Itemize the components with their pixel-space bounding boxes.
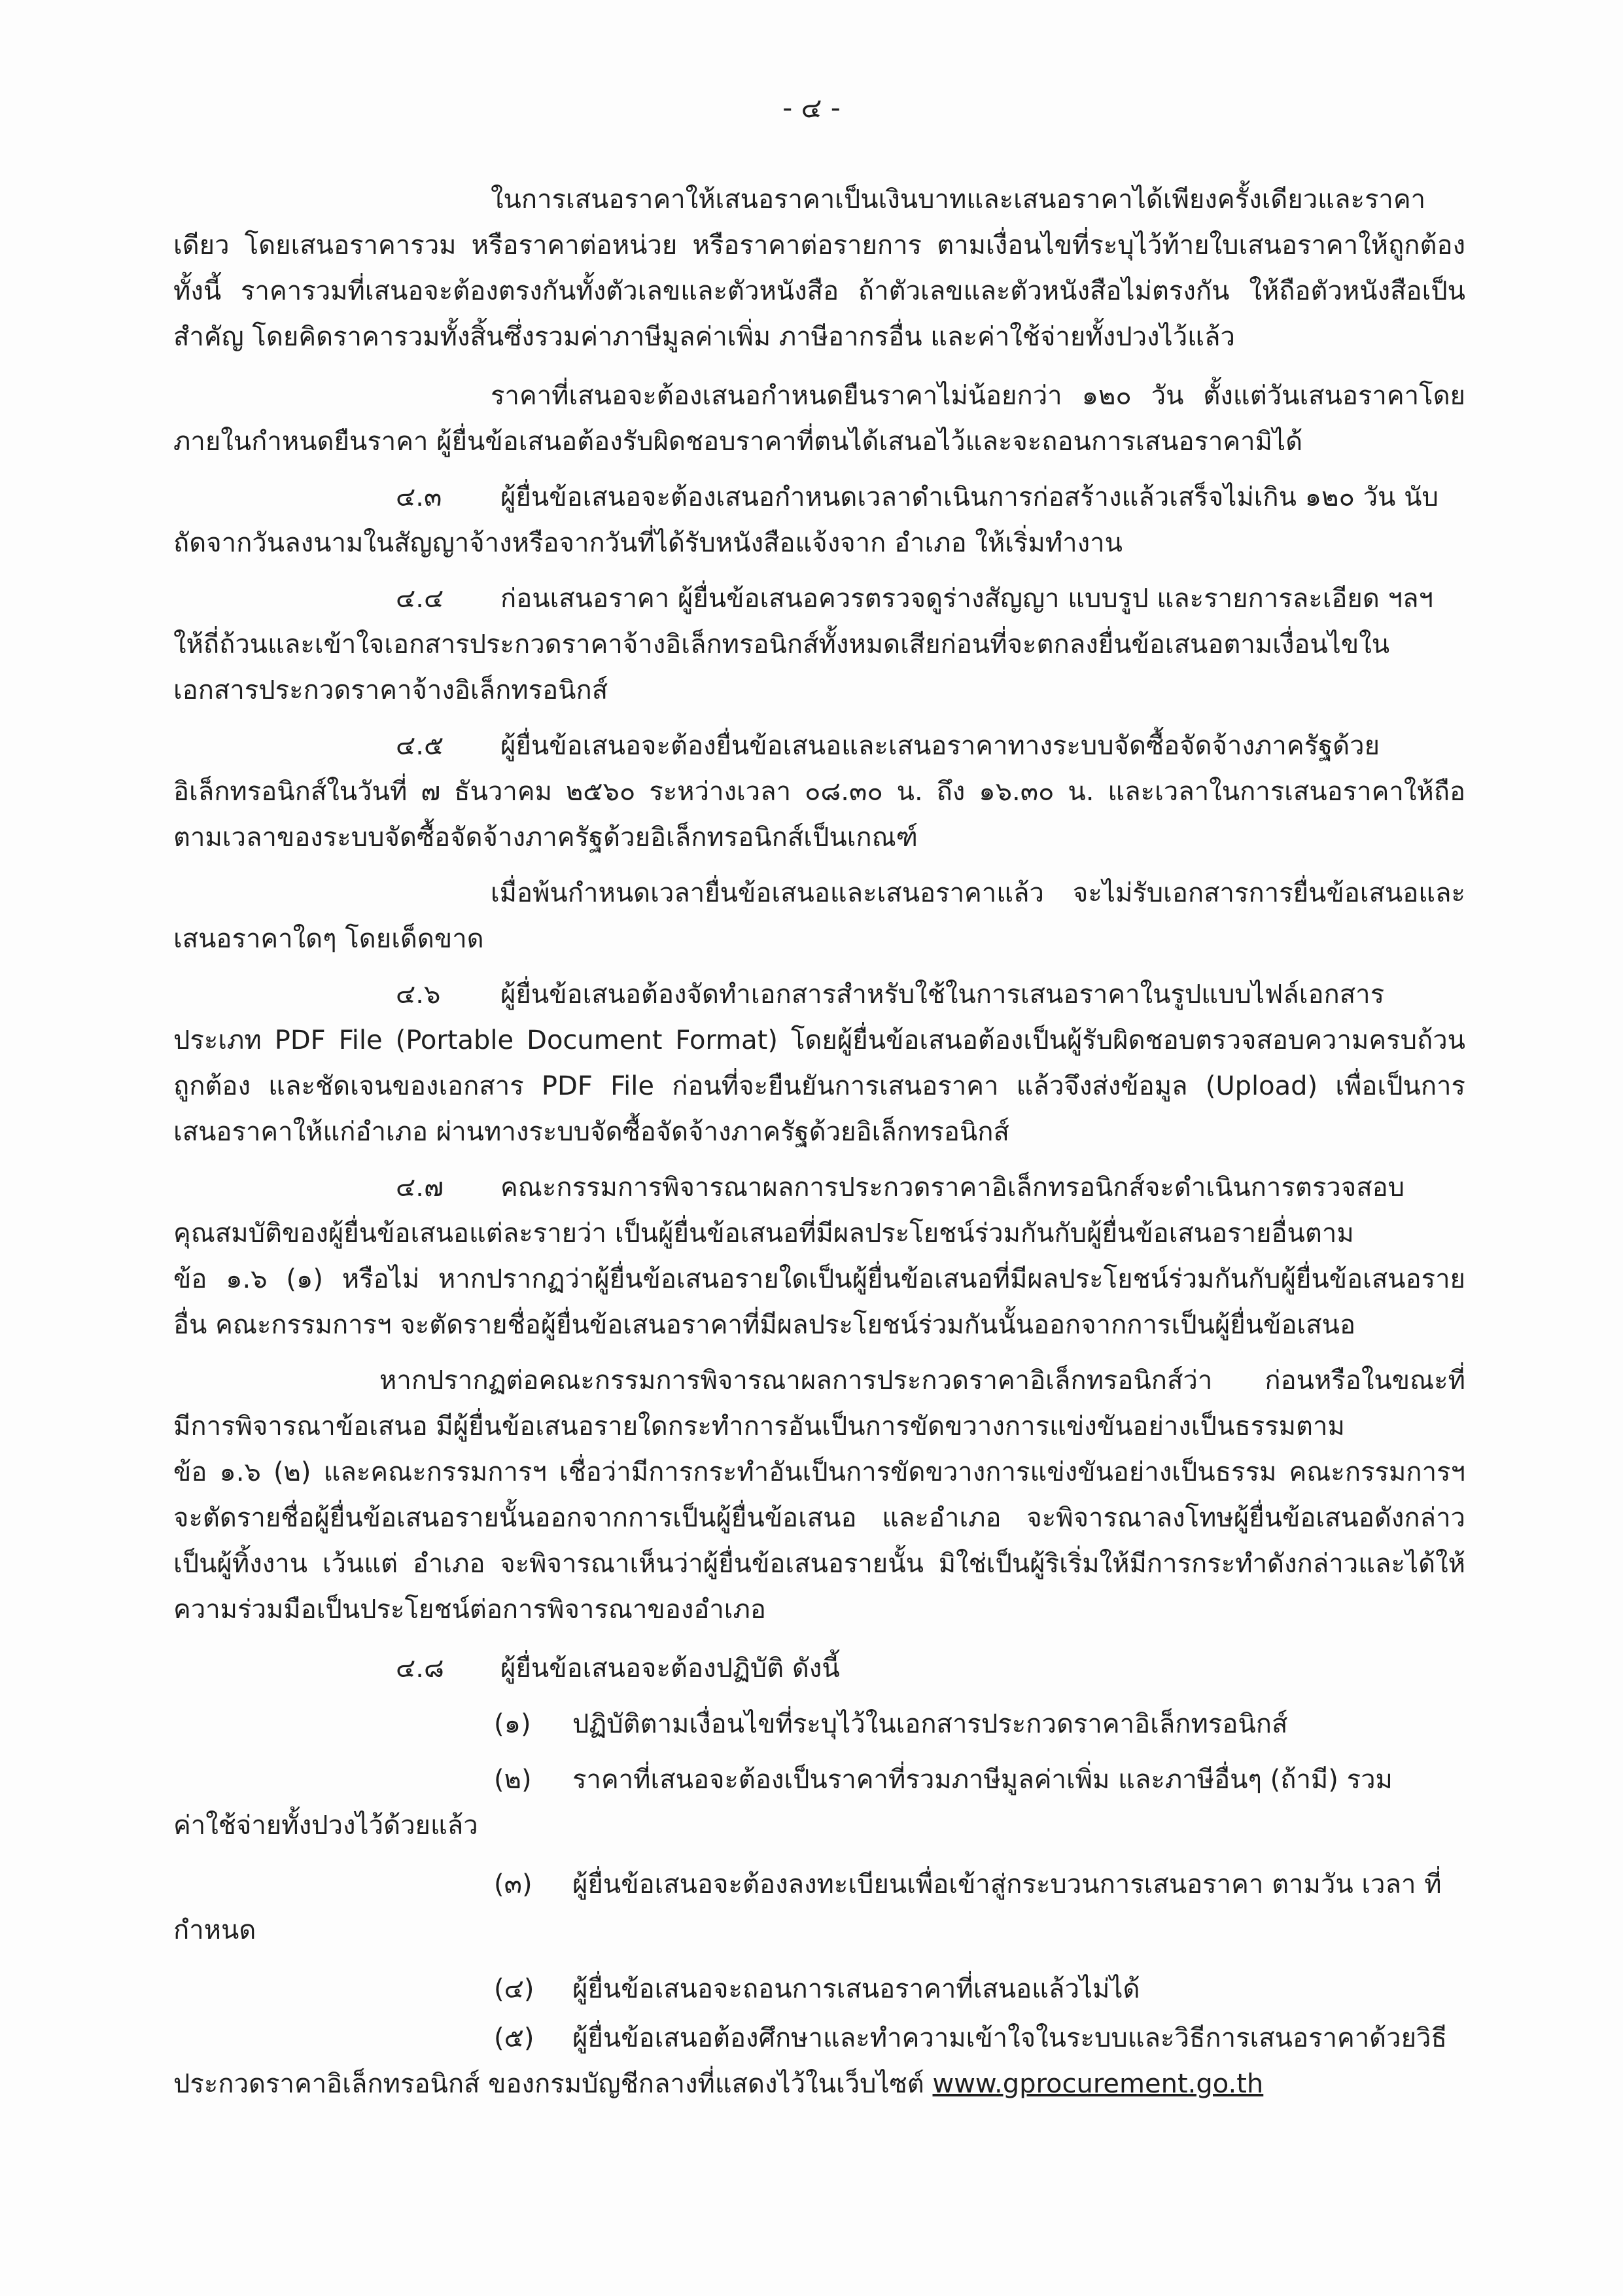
paragraph-line: เอกสารประกวดราคาจ้างอิเล็กทรอนิกส์ xyxy=(173,675,608,705)
clause-text: ผู้ยื่นข้อเสนอจะต้องปฏิบัติ ดังนี้ xyxy=(500,1653,840,1684)
paragraph-line: เดียว โดยเสนอราคารวม หรือราคาต่อหน่วย หรือราคาต่อรายการ ตามเงื่อนไขที่ระบุไว้ท้ายใบเสนอราคาให้ถูกต้อง xyxy=(173,230,1465,260)
clause-text: ก่อนเสนอราคา ผู้ยื่นข้อเสนอควรตรวจดูร่างสัญญา แบบรูป และรายการละเอียด ฯลฯ xyxy=(500,584,1433,614)
paragraph-line: หากปรากฏต่อคณะกรรมการพิจารณาผลการประกวดราคาอิเล็กทรอนิกส์ว่า ก่อนหรือในขณะที่ xyxy=(379,1366,1465,1396)
enum-item-5 xyxy=(494,2015,1469,2061)
page-number: - ๔ - xyxy=(782,92,841,124)
paragraph-text: ประกวดราคาอิเล็กทรอนิกส์ ของกรมบัญชีกลางที่แสดงไว้ในเว็บไซต์ xyxy=(173,2069,933,2099)
paragraph-line: กำหนด xyxy=(173,1915,256,1945)
clause-4-8 xyxy=(396,1646,1469,1691)
paragraph-line: เมื่อพ้นกำหนดเวลายื่นข้อเสนอและเสนอราคาแล้ว จะไม่รับเอกสารการยื่นข้อเสนอและ xyxy=(491,878,1465,908)
paragraph-line: ภายในกำหนดยืนราคา ผู้ยื่นข้อเสนอต้องรับผิดชอบราคาที่ตนได้เสนอไว้และจะถอนการเสนอราคามิได้ xyxy=(173,427,1303,457)
gprocurement-link[interactable]: www.gprocurement.go.th xyxy=(932,2069,1264,2099)
paragraph-line: ทั้งนี้ ราคารวมที่เสนอจะต้องตรงกันทั้งตัวเลขและตัวหนังสือ ถ้าตัวเลขและตัวหนังสือไม่ตรงกัน ให้ถือตัวหนังสือเป็น xyxy=(173,276,1465,306)
section-number: ๔.๔ xyxy=(396,584,444,614)
enum-text: ผู้ยื่นข้อเสนอจะถอนการเสนอราคาที่เสนอแล้วไม่ได้ xyxy=(572,1974,1140,2004)
enum-item-1 xyxy=(494,1701,1469,1747)
clause-4-7 xyxy=(396,1165,1469,1210)
enum-text: ปฏิบัติตามเงื่อนไขที่ระบุไว้ในเอกสารประกวดราคาอิเล็กทรอนิกส์ xyxy=(572,1709,1288,1739)
paragraph-line: ในการเสนอราคาให้เสนอราคาเป็นเงินบาทและเสนอราคาได้เพียงครั้งเดียวและราคา xyxy=(491,185,1426,215)
paragraph-line: ถัดจากวันลงนามในสัญญาจ้างหรือจากวันที่ได้รับหนังสือแจ้งจาก อำเภอ ให้เริ่มทำงาน xyxy=(173,528,1123,558)
paragraph-line: คุณสมบัติของผู้ยื่นข้อเสนอแต่ละรายว่า เป็นผู้ยื่นข้อเสนอที่มีผลประโยชน์ร่วมกันกับผู้ยื่นข้อเสนอรายอื่นตาม xyxy=(173,1218,1354,1248)
enum-marker: (๕) xyxy=(494,2023,534,2053)
enum-marker: (๑) xyxy=(494,1709,531,1739)
section-number: ๔.๘ xyxy=(396,1653,444,1684)
paragraph-line: สำคัญ โดยคิดราคารวมทั้งสิ้นซึ่งรวมค่าภาษีมูลค่าเพิ่ม ภาษีอากรอื่น และค่าใช้จ่ายทั้งปวงไว้แล้ว xyxy=(173,322,1235,352)
section-number: ๔.๖ xyxy=(396,980,441,1010)
enum-item-3 xyxy=(494,1862,1469,1907)
paragraph-line: ราคาที่เสนอจะต้องเสนอกำหนดยืนราคาไม่น้อยกว่า ๑๒๐ วัน ตั้งแต่วันเสนอราคาโดย xyxy=(491,381,1465,411)
paragraph-line: เสนอราคาใดๆ โดยเด็ดขาด xyxy=(173,924,484,954)
paragraph-line xyxy=(173,2061,1465,2107)
paragraph-line: ประเภท PDF File (Portable Document Format) โดยผู้ยื่นข้อเสนอต้องเป็นผู้รับผิดชอบตรวจสอบความครบถ้วน xyxy=(173,1025,1465,1055)
clause-text: ผู้ยื่นข้อเสนอจะต้องยื่นข้อเสนอและเสนอราคาทางระบบจัดซื้อจัดจ้างภาครัฐด้วย xyxy=(500,731,1380,761)
enum-text: ราคาที่เสนอจะต้องเป็นราคาที่รวมภาษีมูลค่าเพิ่ม และภาษีอื่นๆ (ถ้ามี) รวม xyxy=(572,1765,1393,1795)
paragraph-line: ตามเวลาของระบบจัดซื้อจัดจ้างภาครัฐด้วยอิเล็กทรอนิกส์เป็นเกณฑ์ xyxy=(173,822,918,853)
section-number: ๔.๕ xyxy=(396,731,444,761)
paragraph-line: ให้ถี่ถ้วนและเข้าใจเอกสารประกวดราคาจ้างอิเล็กทรอนิกส์ทั้งหมดเสียก่อนที่จะตกลงยื่นข้อเสนอตามเงื่อนไขใน xyxy=(173,629,1390,660)
clause-4-4 xyxy=(396,576,1469,622)
clause-4-3 xyxy=(396,474,1469,520)
enum-item-2 xyxy=(494,1757,1469,1803)
clause-text: ผู้ยื่นข้อเสนอจะต้องเสนอกำหนดเวลาดำเนินการก่อสร้างแล้วเสร็จไม่เกิน ๑๒๐ วัน นับ xyxy=(500,482,1439,512)
clause-text: คณะกรรมการพิจารณาผลการประกวดราคาอิเล็กทรอนิกส์จะดำเนินการตรวจสอบ xyxy=(500,1173,1405,1203)
paragraph-line: ความร่วมมือเป็นประโยชน์ต่อการพิจารณาของอำเภอ xyxy=(173,1595,766,1625)
paragraph-line: ข้อ ๑.๖ (๒) และคณะกรรมการฯ เชื่อว่ามีการกระทำอันเป็นการขัดขวางการแข่งขันอย่างเป็นธรรม คณะกรรมการฯ xyxy=(173,1457,1465,1487)
paragraph-line: จะตัดรายชื่อผู้ยื่นข้อเสนอรายนั้นออกจากการเป็นผู้ยื่นข้อเสนอ และอำเภอ จะพิจารณาลงโทษผู้ยื่นข้อเสนอดังกล่าว xyxy=(173,1503,1465,1533)
paragraph-line: มีการพิจารณาข้อเสนอ มีผู้ยื่นข้อเสนอรายใดกระทำการอันเป็นการขัดขวางการแข่งขันอย่างเป็นธรรมตาม xyxy=(173,1411,1345,1441)
paragraph-line: เสนอราคาให้แก่อำเภอ ผ่านทางระบบจัดซื้อจัดจ้างภาครัฐด้วยอิเล็กทรอนิกส์ xyxy=(173,1117,1009,1147)
enum-marker: (๔) xyxy=(494,1974,534,2004)
clause-text: ผู้ยื่นข้อเสนอต้องจัดทำเอกสารสำหรับใช้ในการเสนอราคาในรูปแบบไฟล์เอกสาร xyxy=(500,980,1385,1010)
clause-4-5 xyxy=(396,723,1469,769)
paragraph-line: อิเล็กทรอนิกส์ในวันที่ ๗ ธันวาคม ๒๕๖๐ ระหว่างเวลา ๐๘.๓๐ น. ถึง ๑๖.๓๐ น. และเวลาในการเสนอราคาให้ถือ xyxy=(173,777,1465,807)
paragraph-line: ข้อ ๑.๖ (๑) หรือไม่ หากปรากฏว่าผู้ยื่นข้อเสนอรายใดเป็นผู้ยื่นข้อเสนอที่มีผลประโยชน์ร่วมกันกับผู้ยื่นข้อเสนอราย xyxy=(173,1264,1465,1294)
paragraph-line: เป็นผู้ทิ้งงาน เว้นแต่ อำเภอ จะพิจารณาเห็นว่าผู้ยื่นข้อเสนอรายนั้น มิใช่เป็นผู้ริเริ่มให้มีการกระทำดังกล่าวและได้ให้ xyxy=(173,1549,1465,1579)
paragraph-line: ค่าใช้จ่ายทั้งปวงไว้ด้วยแล้ว xyxy=(173,1810,478,1841)
clause-4-6 xyxy=(396,972,1469,1017)
enum-text: ผู้ยื่นข้อเสนอต้องศึกษาและทำความเข้าใจในระบบและวิธีการเสนอราคาด้วยวิธี xyxy=(572,2023,1447,2053)
paragraph-line: ถูกต้อง และชัดเจนของเอกสาร PDF File ก่อนที่จะยืนยันการเสนอราคา แล้วจึงส่งข้อมูล (Upload) เพื่อเป็นการ xyxy=(173,1071,1465,1101)
section-number: ๔.๓ xyxy=(396,482,442,512)
enum-marker: (๓) xyxy=(494,1869,532,1899)
section-number: ๔.๗ xyxy=(396,1173,444,1203)
enum-text: ผู้ยื่นข้อเสนอจะต้องลงทะเบียนเพื่อเข้าสู่กระบวนการเสนอราคา ตามวัน เวลา ที่ xyxy=(572,1869,1442,1899)
enum-item-4 xyxy=(494,1966,1469,2012)
enum-marker: (๒) xyxy=(494,1765,532,1795)
paragraph-line: อื่น คณะกรรมการฯ จะตัดรายชื่อผู้ยื่นข้อเสนอราคาที่มีผลประโยชน์ร่วมกันนั้นออกจากการเป็นผู้ยื่นข้อเสนอ xyxy=(173,1310,1355,1340)
